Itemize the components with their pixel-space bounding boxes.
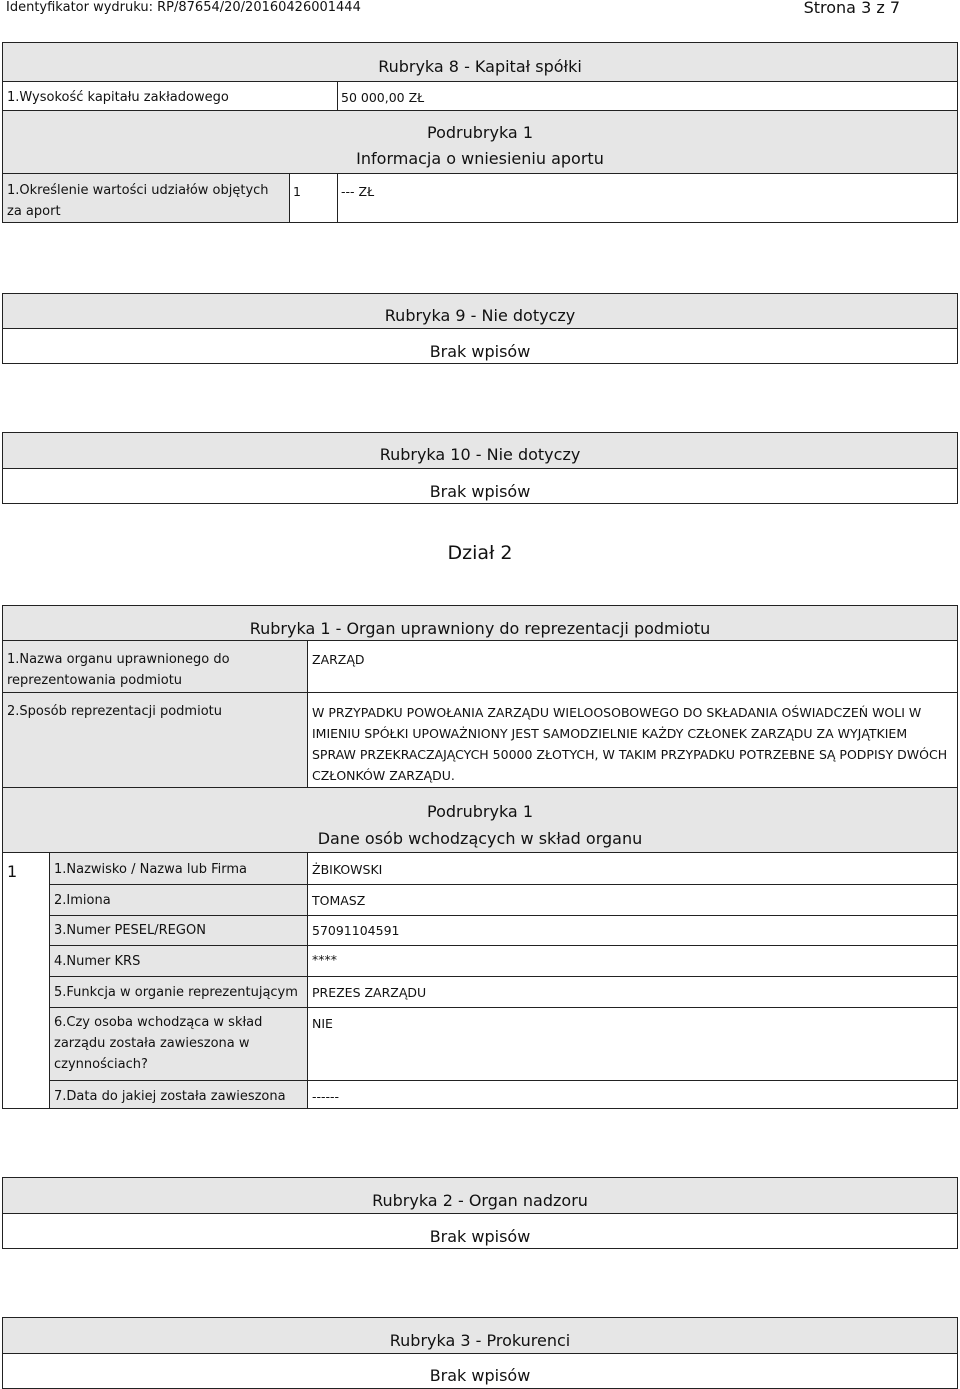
rubryka10-header [2,432,958,469]
rubryka8-row2-label: 1.Określenie wartości udziałów objętych za aport [7,183,269,219]
rubryka8-row1-label: 1.Wysokość kapitału zakładowego [7,90,229,105]
rubryka2-header [2,1177,958,1214]
rubryka8-sub-header [2,110,958,174]
d2r1-sub-header [2,787,958,853]
person-field1-value: ŻBIKOWSKI [312,862,383,877]
rubryka2-empty: Brak wpisów [429,1227,531,1246]
d2r1-row1-label: 1.Nazwa organu uprawnionego do reprezentowania podmiotu [7,652,230,688]
rubryka2-title: Rubryka 2 - Organ nadzoru [372,1191,588,1210]
page-number: Strona 3 z 7 [803,0,900,17]
person-field4-value: **** [312,952,337,967]
print-identifier: Identyfikator wydruku: RP/87654/20/20160426001444 [6,0,361,15]
rubryka2-body [2,1213,958,1249]
rubryka3-body [2,1353,958,1389]
d2r1-sub-title2: Dane osób wchodzących w skład organu [317,829,643,848]
section-title: Dział 2 [447,542,513,564]
d2r1-header [2,605,958,641]
rubryka3-header [2,1317,958,1354]
rubryka8-row2-value: --- ZŁ [341,184,375,199]
person-field3-label: 3.Numer PESEL/REGON [54,923,206,938]
person-field3-value: 57091104591 [312,923,400,938]
d2r1-row1 [2,640,958,693]
person-field5-value: PREZES ZARZĄDU [312,985,427,1000]
rubryka8-row1 [2,81,958,111]
rubryka8-sub-title2: Informacja o wniesieniu aportu [356,149,604,168]
rubryka9-header [2,293,958,329]
d2r1-sub-title1: Podrubryka 1 [427,802,533,821]
person-field6-label: 6.Czy osoba wchodząca w skład zarządu została zawieszona w czynnościach? [54,1015,263,1072]
rubryka9-title: Rubryka 9 - Nie dotyczy [384,306,576,325]
person-number: 1 [7,862,18,881]
rubryka8-row2-num: 1 [293,184,301,199]
rubryka8-row2 [2,173,958,223]
person-field2-value: TOMASZ [312,893,366,908]
rubryka10-empty: Brak wpisów [429,482,531,501]
person-field7-label: 7.Data do jakiej została zawieszona [54,1089,286,1104]
rubryka3-empty: Brak wpisów [429,1366,531,1385]
rubryka10-title: Rubryka 10 - Nie dotyczy [379,445,581,464]
rubryka9-body [2,328,958,364]
d2r1-row2 [2,692,958,788]
rubryka9-empty: Brak wpisów [429,342,531,361]
person-field7-value: ------ [312,1089,340,1104]
person-block [2,852,958,1109]
rubryka8-title: Rubryka 8 - Kapitał spółki [378,57,582,76]
rubryka8-row1-value: 50 000,00 ZŁ [341,90,425,105]
d2r1-title: Rubryka 1 - Organ uprawniony do reprezentacji podmiotu [249,619,711,638]
person-field6-value: NIE [312,1016,333,1031]
rubryka8-header [2,42,958,82]
d2r1-row2-value: W PRZYPADKU POWOŁANIA ZARZĄDU WIELOOSOBOWEGO DO SKŁADANIA OŚWIADCZEŃ WOLI W IMIENIU SPÓŁKI UPOWAŻNIONY JEST SAMODZIELNIE KAŻDY CZŁONEK ZARZĄDU ZA WYJĄTKIEM SPRAW PRZEKRACZAJĄCYCH 50000 ZŁOTYCH, W TAKIM PRZYPADKU POTRZEBNE SĄ PODPISY DWÓCH CZŁONKÓW ZARZĄDU. [312,705,948,783]
person-field5-label: 5.Funkcja w organie reprezentującym [54,985,298,1000]
d2r1-row1-value: ZARZĄD [312,652,365,667]
d2r1-row2-label: 2.Sposób reprezentacji podmiotu [7,704,222,719]
person-field4-label: 4.Numer KRS [54,954,141,969]
rubryka8-sub-title1: Podrubryka 1 [427,123,533,142]
rubryka3-title: Rubryka 3 - Prokurenci [389,1331,571,1350]
person-field1-label: 1.Nazwisko / Nazwa lub Firma [54,862,247,877]
person-field2-label: 2.Imiona [54,893,111,908]
rubryka10-body [2,468,958,504]
